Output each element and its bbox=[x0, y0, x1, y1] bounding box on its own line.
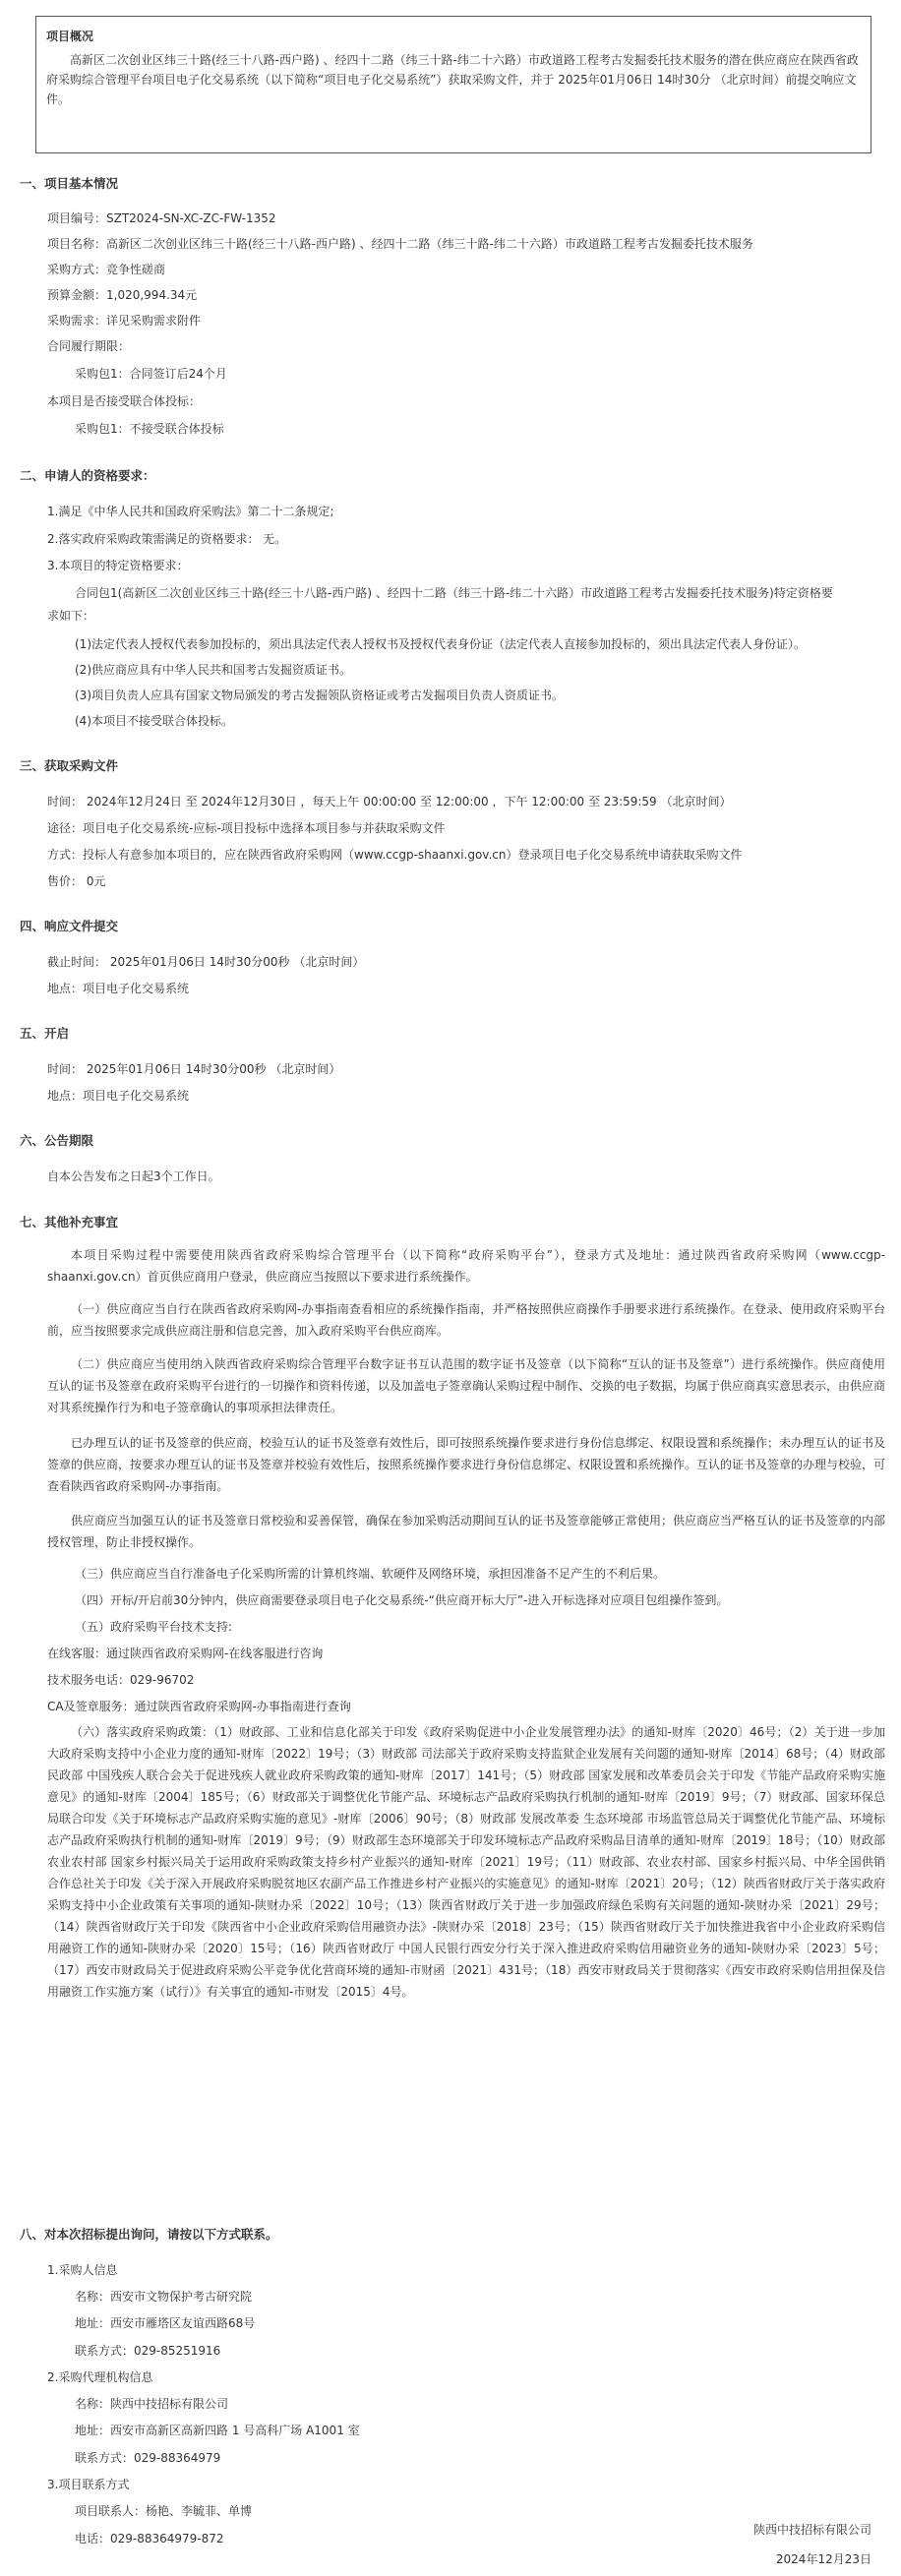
section-4-heading: 四、响应文件提交 bbox=[20, 919, 119, 933]
qualification-package-line2: 求如下： bbox=[47, 609, 95, 623]
supplement-3: （三）供应商应当自行准备电子化采购所需的计算机终端、软硬件及网络环境，承担因准备不足产生的不利后果。 bbox=[75, 1567, 666, 1581]
ca-service: CA及签章服务：通过陕西省政府采购网-办事指南进行查询 bbox=[47, 1700, 351, 1713]
section-1-heading: 一、项目基本情况 bbox=[20, 176, 119, 191]
supplement-5: （五）政府采购平台技术支持: bbox=[75, 1620, 233, 1634]
special-requirement-4: (4)本项目不接受联合体投标。 bbox=[75, 714, 233, 728]
project-number: 项目编号：SZT2024-SN-XC-ZC-FW-1352 bbox=[47, 211, 276, 225]
notice-period: 自本公告发布之日起3个工作日。 bbox=[47, 1169, 220, 1183]
section-6-heading: 六、公告期限 bbox=[20, 1133, 94, 1148]
opening-location: 地点：项目电子化交易系统 bbox=[47, 1089, 190, 1103]
special-requirement-2: (2)供应商应具有中华人民共和国考古发掘资质证书。 bbox=[75, 663, 352, 677]
special-requirement-3: (3)项目负责人应具有国家文物局颁发的考古发掘领队资格证或考古发掘项目负责人资质证书。 bbox=[75, 689, 565, 702]
supplement-4: （四）开标/开启前30分钟内，供应商需要登录项目电子化交易系统-“供应商开标大厅”-进入开标选择对应项目包组操作签到。 bbox=[75, 1593, 729, 1607]
qualification-2: 2.落实政府采购政策需满足的资格要求： 无。 bbox=[47, 532, 287, 546]
procurement-requirement: 采购需求：详见采购需求附件 bbox=[47, 314, 202, 328]
footer-date: 2024年12月23日 bbox=[775, 2552, 871, 2566]
online-service: 在线客服：通过陕西省政府采购网-在线客服进行咨询 bbox=[47, 1647, 324, 1660]
special-requirement-1: (1)法定代表人授权代表参加投标的，须出具法定代表人授权书及授权代表身份证（法定代表人直接参加投标的，须出具法定代表人身份证）。 bbox=[75, 637, 807, 651]
policy-list: （六）落实政府采购政策：（1）财政部、工业和信息化部关于印发《政府采购促进中小企业发展管理办法》的通知-财库〔2020〕46号；（2）关于进一步加大政府采购支持中小企业力度的通知-财库〔2022〕19号；（3）财政部 司法部关于政府采购支持监狱企业发展有关问题的通知-财库〔2014〕68号；（4）财政部 民政部 中国残疾人联合会关于促进残疾人就业政府采购政策的通知-财库〔2017〕141号；（5）财政部 国家发展和改革委员会关于印发《节能产品政府采购实施意见》的通知-财库〔2004〕185号；（6）财政部关于调整优化节能产品、环境标志产品政府采购执行机制的通知-财库〔2019〕9号；（7）财政部、国家环保总局联合印发《关于环境标志产品政府采购实施的意见》-财库〔2006〕90号；（8）财政部 发展改革委 生态环境部 市场监管总局关于调整优化节能产品、环境标志产品政府采购执行机制的通知-财库〔2019〕9号；（9）财政部生态环境部关于印发环境标志产品政府采购品目清单的通知-财库〔2019〕18号；（10）财政部 农业农村部 国家乡村振兴局关于运用政府采购政策支持乡村产业振兴的通知-财库〔2021〕19号；（11）财政部、农业农村部、国家乡村振兴局、中华全国供销合作总社关于印发《关于深入开展政府采购脱贫地区农副产品工作推进乡村产业振兴的实施意见》的通知-财库〔2021〕20号；（12）陕西省财政厅关于落实政府采购支持中小企业政策有关事项的通知-陕财办采〔2022〕10号；（13）陕西省财政厅关于进一步加强政府绿色采购有关问题的通知-陕财办采〔2021〕29号；（14）陕西省财政厅关于印发《陕西省中小企业政府采购信用融资办法》-陕财办采〔2018〕23号；（15）陕西省财政厅关于加快推进我省中小企业政府采购信用融资工作的通知-陕财办采〔2020〕15号；（16）陕西省财政厅 中国人民银行西安分行关于深入推进政府采购信用融资业务的通知-陕财办采〔2023〕5号；（17）西安市财政局关于促进政府采购公平竞争优化营商环境的通知-市财函〔2021〕431号；（18）西安市财政局关于贯彻落实《西安市政府采购信用担保及信用融资工作实施方案（试行）》有关事宜的通知-市财发〔2015〕4号。 bbox=[47, 1725, 885, 1999]
qualification-package-line1: 合同包1(高新区二次创业区纬三十路(经三十八路-西户路) 、经四十二路（纬三十路-纬二十六路）市政道路工程考古发掘委托技术服务)特定资格要 bbox=[75, 586, 833, 600]
project-name: 项目名称：高新区二次创业区纬三十路(经三十八路-西户路) 、经四十二路（纬三十路-纬二十六路）市政道路工程考古发掘委托技术服务 bbox=[47, 237, 753, 251]
obtain-price: 售价： 0元 bbox=[47, 874, 106, 888]
submission-location: 地点：项目电子化交易系统 bbox=[47, 982, 190, 995]
purchaser-name: 名称：西安市文物保护考古研究院 bbox=[75, 2290, 253, 2304]
platform-intro: 本项目采购过程中需要使用陕西省政府采购综合管理平台（以下简称“政府采购平台”），登录方式及地址：通过陕西省政府采购网（www.ccgp-shaanxi.gov.cn）首页供应商用户登录，供应商应当按照以下要求进行系统操作。 bbox=[47, 1248, 885, 1284]
section-3-heading: 三、获取采购文件 bbox=[20, 758, 119, 773]
submission-deadline: 截止时间： 2025年01月06日 14时30分00秒 （北京时间） bbox=[47, 955, 365, 969]
purchaser-address: 地址：西安市雁塔区友谊西路68号 bbox=[75, 2316, 256, 2330]
purchaser-title: 1.采购人信息 bbox=[47, 2263, 118, 2277]
agency-contact: 联系方式：029-88364979 bbox=[75, 2451, 221, 2465]
overview-title: 项目概况 bbox=[46, 30, 94, 43]
contract-period-value: 采购包1：合同签订后24个月 bbox=[75, 367, 227, 381]
supplement-2: （二）供应商应当使用纳入陕西省政府采购综合管理平台数字证书互认范围的数字证书及签章（以下简称“互认的证书及签章”）进行系统操作。供应商使用互认的证书及签章在政府采购平台进行的一切操作和资料传递，以及加盖电子签章确认采购过程中制作、交换的电子数据，均属于供应商真实意思表示，由供应商对其系统操作行为和电子签章确认的事项承担法律责任。 bbox=[47, 1357, 886, 1414]
obtain-route: 途径：项目电子化交易系统-应标-项目投标中选择本项目参与并获取采购文件 bbox=[47, 821, 446, 835]
supplement-1: （一）供应商应当自行在陕西省政府采购网-办事指南查看相应的系统操作指南，并严格按照供应商操作手册要求进行系统操作。在登录、使用政府采购平台前，应当按照要求完成供应商注册和信息完善，加入政府采购平台供应商库。 bbox=[47, 1302, 885, 1338]
supplement-2-cont: 已办理互认的证书及签章的供应商，校验互认的证书及签章有效性后，即可按照系统操作要求进行身份信息绑定、权限设置和系统操作；未办理互认的证书及签章的供应商，按要求办理互认的证书及签章并校验有效性后，按照系统操作要求进行身份信息绑定、权限设置和系统操作。互认的证书及签章的办理与校验，可查看陕西省政府采购网-办事指南。 bbox=[47, 1436, 886, 1493]
section-7-heading: 七、其他补充事宜 bbox=[20, 1215, 119, 1229]
section-5-heading: 五、开启 bbox=[20, 1026, 70, 1041]
section-8-heading: 八、对本次招标提出询问，请按以下方式联系。 bbox=[20, 2227, 278, 2242]
footer-company: 陕西中技招标有限公司 bbox=[752, 2523, 871, 2537]
purchaser-contact: 联系方式：029-85251916 bbox=[75, 2344, 221, 2358]
project-overview-box bbox=[35, 16, 871, 153]
obtain-time: 时间： 2024年12月24日 至 2024年12月30日 ，每天上午 00:00:00 至 12:00:00 ，下午 12:00:00 至 23:59:59 （北京时间） bbox=[47, 795, 732, 809]
agency-address: 地址：西安市高新区高新四路 1 号高科广场 A1001 室 bbox=[75, 2424, 360, 2437]
supplement-2-keep: 供应商应当加强互认的证书及签章日常校验和妥善保管，确保在参加采购活动期间互认的证书及签章能够正常使用；供应商应当严格互认的证书及签章的内部授权管理，防止非授权操作。 bbox=[47, 1514, 886, 1549]
project-contact-title: 3.项目联系方式 bbox=[47, 2478, 130, 2491]
opening-time: 时间： 2025年01月06日 14时30分00秒 （北京时间） bbox=[47, 1062, 341, 1076]
agency-title: 2.采购代理机构信息 bbox=[47, 2370, 153, 2384]
consortium-value: 采购包1：不接受联合体投标 bbox=[75, 422, 224, 436]
obtain-method: 方式：投标人有意参加本项目的，应在陕西省政府采购网（www.ccgp-shaanxi.gov.cn）登录项目电子化交易系统申请获取采购文件 bbox=[47, 848, 743, 862]
qualification-3: 3.本项目的特定资格要求： bbox=[47, 559, 189, 572]
budget-amount: 预算金额：1,020,994.34元 bbox=[47, 288, 198, 302]
contract-period-label: 合同履行期限： bbox=[47, 339, 131, 353]
procurement-method: 采购方式：竞争性磋商 bbox=[47, 263, 166, 276]
project-contact-phone: 电话：029-88364979-872 bbox=[75, 2532, 224, 2546]
consortium-label: 本项目是否接受联合体投标： bbox=[47, 394, 202, 408]
tech-phone: 技术服务电话：029-96702 bbox=[47, 1673, 195, 1687]
agency-name: 名称：陕西中技招标有限公司 bbox=[75, 2397, 229, 2411]
qualification-1: 1.满足《中华人民共和国政府采购法》第二十二条规定; bbox=[47, 505, 334, 518]
project-contact-people: 项目联系人：杨艳、李毓菲、单博 bbox=[75, 2504, 253, 2518]
overview-text: 高新区二次创业区纬三十路(经三十八路-西户路) 、经四十二路（纬三十路-纬二十六路）市政道路工程考古发掘委托技术服务的潜在供应商应在陕西省政府采购综合管理平台项目电子化交易系统（以下简称“项目电子化交易系统”）获取采购文件，并于 2025年01月06日 14时30分 （北京时间）前提交响应文件。 bbox=[46, 53, 859, 106]
section-2-heading: 二、申请人的资格要求： bbox=[20, 468, 155, 483]
